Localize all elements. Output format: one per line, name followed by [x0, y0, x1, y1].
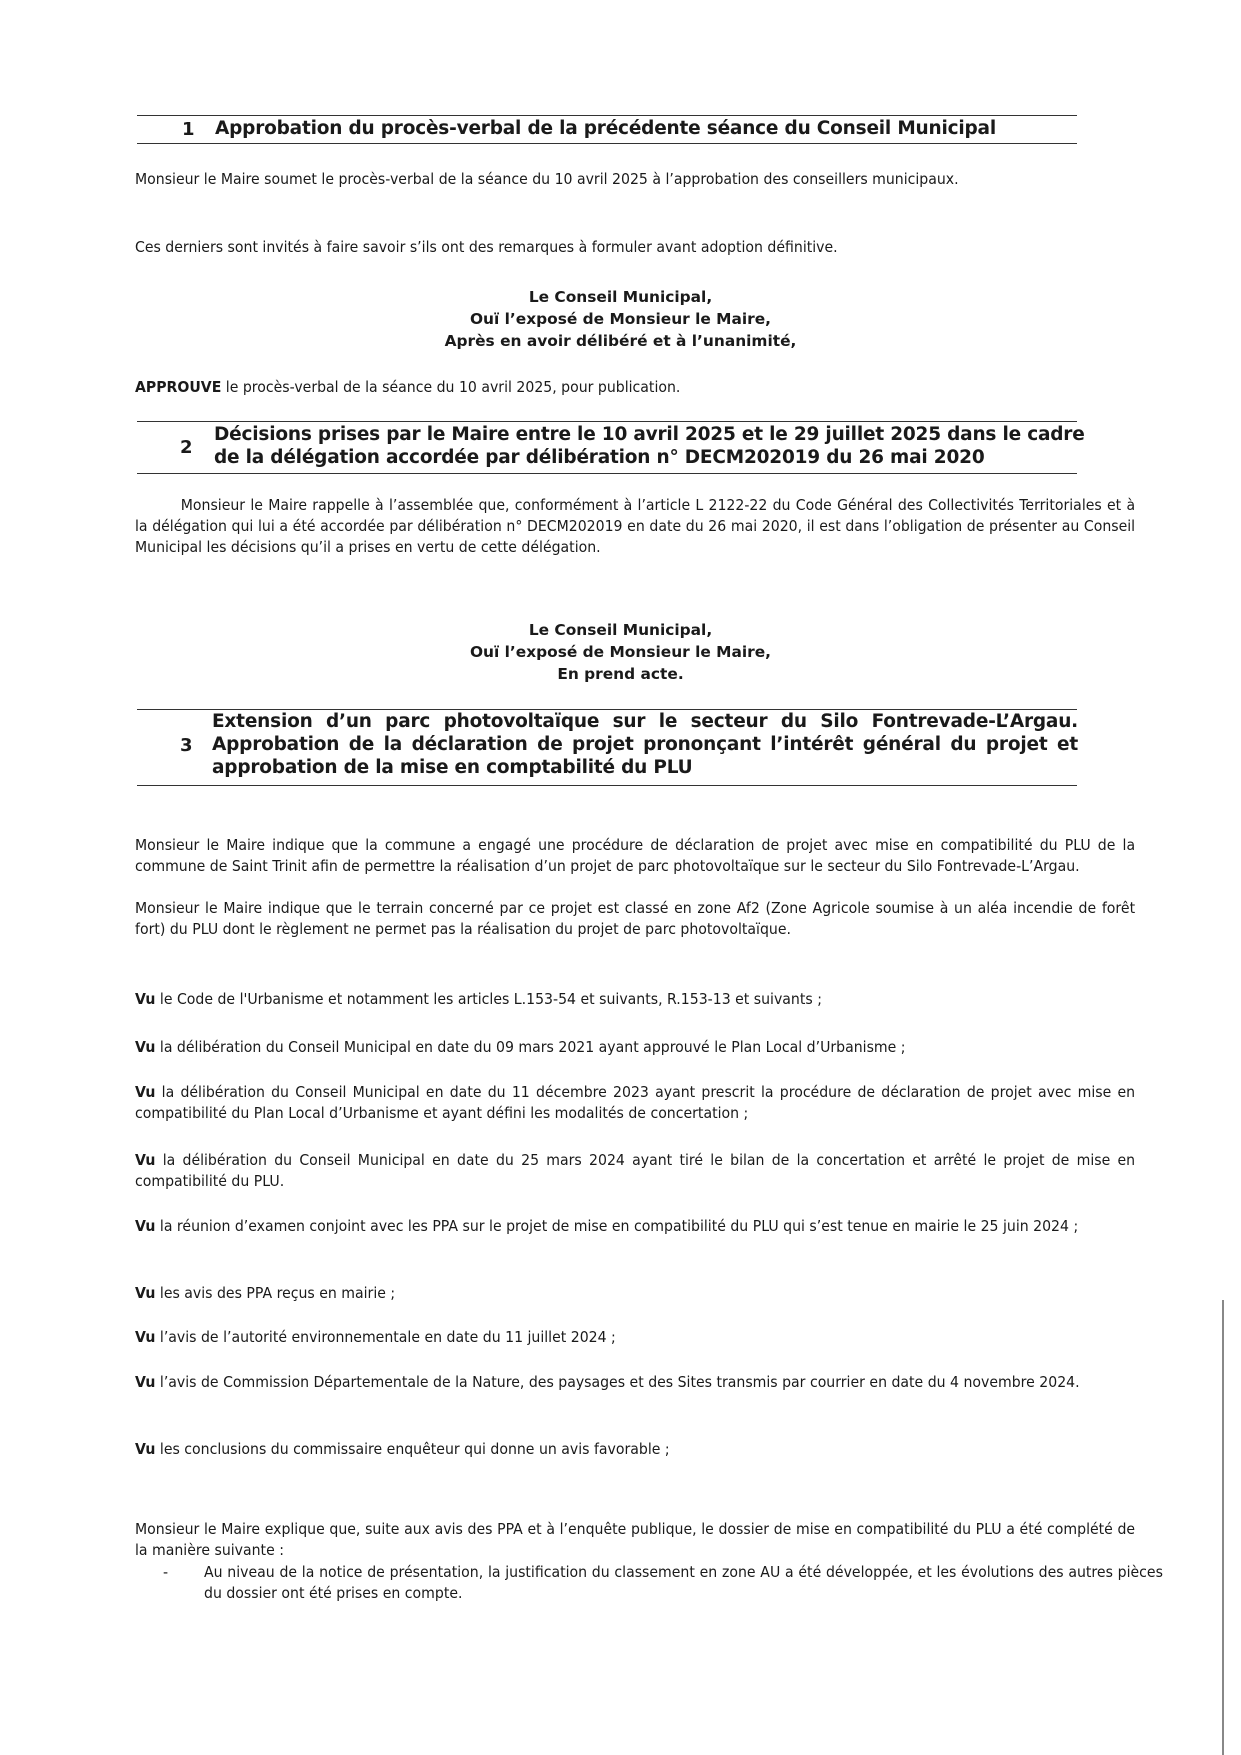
bullet-item-1: Au niveau de la notice de présentation, la justification du classement en zone AU a été développée, et les évolutions des autres pièces du dossier ont été prises en compte. — [204, 1563, 1163, 1602]
vu-item-3 — [135, 1082, 1135, 1124]
vu-text: la réunion d’examen conjoint avec les PPA sur le projet de mise en compatibilité du PLU qui s’est tenue en mairie le 25 juin 2024 ; — [155, 1217, 1079, 1235]
section-1-resolution-line-3: Après en avoir délibéré et à l’unanimité, — [444, 332, 797, 350]
vu-keyword: Vu — [135, 1328, 156, 1346]
vu-keyword: Vu — [135, 1083, 156, 1101]
section-1-paragraph-2: Ces derniers sont invités à faire savoir s’ils ont des remarques à formuler avant adoption définitive. — [135, 238, 838, 256]
vu-item-4 — [135, 1150, 1135, 1192]
section-2-resolution-line-2: Ouï l’exposé de Monsieur le Maire, — [469, 643, 772, 661]
vu-item-2 — [135, 1037, 1135, 1058]
section-3-intro-1: Monsieur le Maire indique que la commune a engagé une procédure de déclaration de projet avec mise en compatibilité du PLU de la commune de Saint Trinit afin de permettre la réalisation d’un projet de parc photovoltaïque sur le secteur du Silo Fontrevade-L’Argau. — [135, 836, 1136, 875]
section-2-top-rule — [137, 421, 1077, 422]
section-3-title-line-2: Approbation de la déclaration de projet prononçant l’intérêt général du projet et — [212, 734, 1078, 755]
vu-keyword: Vu — [135, 1217, 156, 1235]
section-2-title-line-2: de la délégation accordée par délibération n° DECM202019 du 26 mai 2020 — [214, 447, 985, 468]
section-2-bottom-rule — [137, 473, 1077, 474]
vu-keyword: Vu — [135, 1038, 156, 1056]
decision-keyword: APPROUVE — [135, 378, 222, 396]
vu-text: la délibération du Conseil Municipal en date du 25 mars 2024 ayant tiré le bilan de la concertation et arrêté le projet de mise en compatibilité du PLU. — [135, 1151, 1136, 1190]
vu-text: le Code de l'Urbanisme et notamment les articles L.153-54 et suivants, R.153-13 et suivants ; — [155, 990, 822, 1008]
section-3-top-rule — [137, 709, 1077, 710]
section-1-decision — [135, 377, 1135, 398]
vu-item-6 — [135, 1283, 1135, 1304]
vu-text: l’avis de Commission Départementale de la Nature, des paysages et des Sites transmis par courrier en date du 4 novembre 2024. — [155, 1373, 1080, 1391]
section-1-number: 1 — [182, 119, 195, 140]
vu-text: l’avis de l’autorité environnementale en date du 11 juillet 2024 ; — [155, 1328, 616, 1346]
section-3-number: 3 — [180, 735, 193, 756]
scan-edge-line — [1222, 1300, 1224, 1755]
vu-text: la délibération du Conseil Municipal en date du 11 décembre 2023 ayant prescrit la procédure de déclaration de projet avec mise en compatibilité du Plan Local d’Urbanisme et ayant défini les modalités de concertation ; — [135, 1083, 1136, 1122]
decision-text: le procès-verbal de la séance du 10 avril 2025, pour publication. — [221, 378, 681, 396]
section-1-resolution-line-2: Ouï l’exposé de Monsieur le Maire, — [469, 310, 772, 328]
vu-item-5 — [135, 1216, 1135, 1237]
section-2-title-line-1: Décisions prises par le Maire entre le 10 avril 2025 et le 29 juillet 2025 dans le cadre — [214, 424, 1085, 445]
section-2-paragraph: Monsieur le Maire rappelle à l’assemblée que, conformément à l’article L 2122-22 du Code Général des Collectivités Territoriales et à la délégation qui lui a été accordée par délibération n° DECM202019 en date du 26 mai 2020, il est dans l’obligation de présenter au Conseil Municipal les décisions qu’il a prises en vertu de cette délégation. — [135, 496, 1136, 556]
bullet-marker: - — [163, 1563, 169, 1581]
vu-keyword: Vu — [135, 1373, 156, 1391]
vu-item-7 — [135, 1327, 1135, 1348]
section-1-paragraph-1: Monsieur le Maire soumet le procès-verbal de la séance du 10 avril 2025 à l’approbation des conseillers municipaux. — [135, 170, 959, 188]
section-3-title-line-3: approbation de la mise en comptabilité du PLU — [212, 757, 693, 778]
section-1-title: Approbation du procès-verbal de la précédente séance du Conseil Municipal — [215, 118, 996, 139]
vu-text: la délibération du Conseil Municipal en date du 09 mars 2021 ayant approuvé le Plan Local d’Urbanisme ; — [155, 1038, 906, 1056]
section-3-bottom-rule — [137, 785, 1077, 786]
section-1-top-rule — [137, 115, 1077, 116]
section-1-bottom-rule — [137, 143, 1077, 144]
vu-keyword: Vu — [135, 990, 156, 1008]
vu-item-8 — [135, 1372, 1135, 1393]
vu-text: les avis des PPA reçus en mairie ; — [155, 1284, 396, 1302]
section-2-resolution-line-1: Le Conseil Municipal, — [528, 621, 713, 639]
section-3-intro-2: Monsieur le Maire indique que le terrain concerné par ce projet est classé en zone Af2 (Zone Agricole soumise à un aléa incendie de forêt fort) du PLU dont le règlement ne permet pas la réalisation du projet de parc photovoltaïque. — [135, 899, 1136, 938]
section-3-explanation: Monsieur le Maire explique que, suite aux avis des PPA et à l’enquête publique, le dossier de mise en compatibilité du PLU a été complété de la manière suivante : — [135, 1520, 1136, 1559]
vu-keyword: Vu — [135, 1440, 156, 1458]
vu-item-9 — [135, 1439, 1135, 1460]
vu-text: les conclusions du commissaire enquêteur qui donne un avis favorable ; — [155, 1440, 670, 1458]
vu-keyword: Vu — [135, 1284, 156, 1302]
section-2-resolution-line-3: En prend acte. — [557, 665, 684, 683]
vu-keyword: Vu — [135, 1151, 156, 1169]
section-2-number: 2 — [180, 437, 193, 458]
section-1-resolution-line-1: Le Conseil Municipal, — [528, 288, 713, 306]
vu-item-1 — [135, 989, 1135, 1010]
section-3-title-line-1: Extension d’un parc photovoltaïque sur le secteur du Silo Fontrevade-L’Argau. — [212, 711, 1078, 732]
